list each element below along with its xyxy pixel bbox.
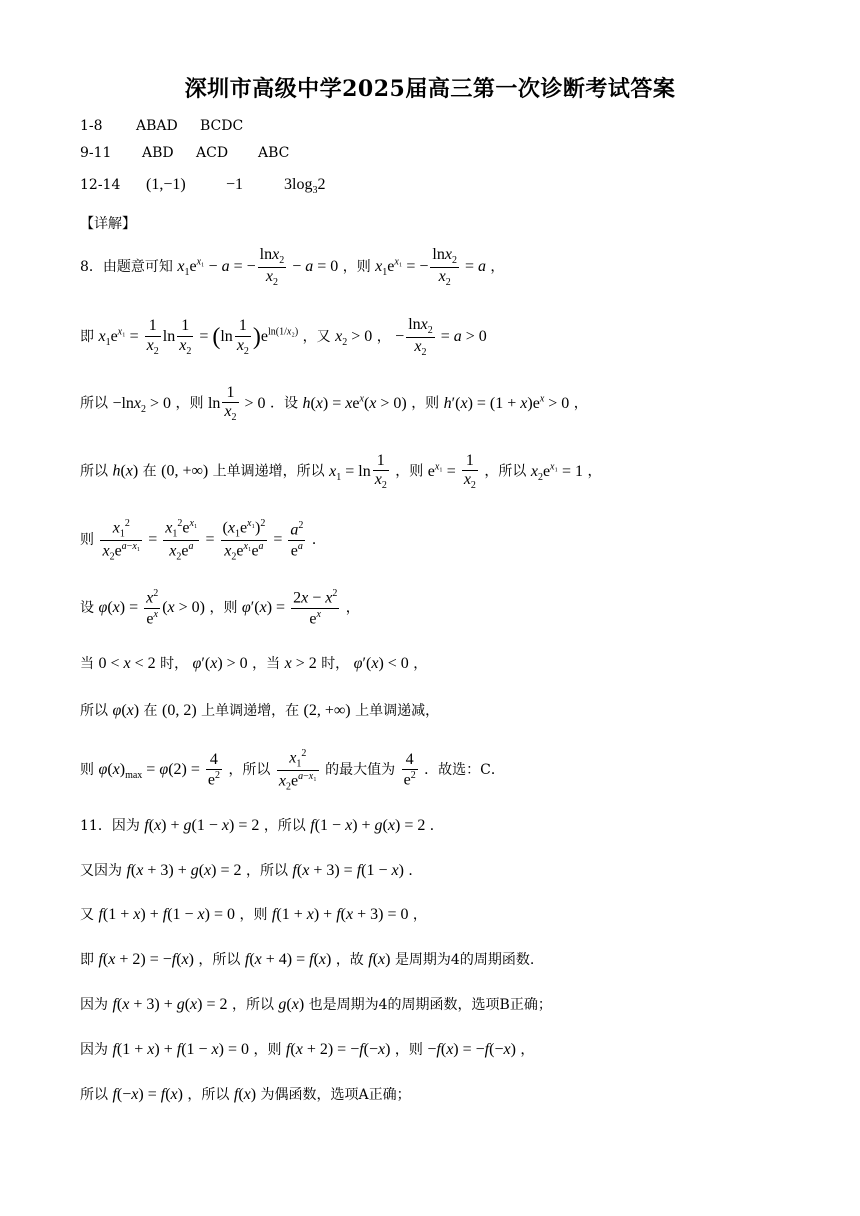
p11-line-6: 因为 f(1 + x) + f(1 − x) = 0 ，则 f(x + 2) = −f(−x) ，则 −f(x) = −f(−x) ， — [80, 1041, 535, 1058]
p8-line-9: 则 $\varphi(x)_{max} = \varphi(2)$ = $\frac{4}{e^2}$ ，所以 $\frac{x_1^2}{x_2e^{a-x_1}}$ 的最大值为 $\frac{4}{e^2}$ ．故选：C． — [80, 748, 505, 793]
answer-row-1-8 — [80, 118, 243, 134]
answer-item: (1,−1) — [146, 176, 186, 193]
p11-line-3: 又 f(1 + x) + f(1 − x) = 0 ，则 f(1 + x) + f(x + 3) = 0 ， — [80, 906, 427, 923]
p8-line-4: 所以 h(x) 在 (0, +∞) 上单调递增，所以 $x_1 = \ln$ $\frac{1}{x_2}$ ，则 $e^{x_1}$ = $\frac{1}{x_2}$ ，所以 $x_2e^{x_1} = 1$ ， — [80, 452, 602, 492]
answer-range: 1-8 — [80, 118, 103, 134]
p8-line-3: 所以 −lnx$_2$ > 0 ，则 ln $\frac{1}{x_2}$ > 0 ．设 $h(x) = xe^x(x > 0)$ ，则 $h'(x) = (1 + x)e^x > 0$ ， — [80, 384, 588, 424]
answer-item: ABC — [258, 145, 290, 161]
answer-row-12-14 — [80, 176, 325, 196]
p8-line-5: 则 $\frac{x_1^2}{x_2e^{a-x_1}}$ = $\frac{x_1^2e^{x_1}}{x_2e^a}$ = $\frac{(x_1e^{x_1})^2}{x_2e^{x_1}e^a}$ = $\frac{a^2}{e^a}$ ． — [80, 518, 326, 563]
answer-item: ABD — [142, 145, 174, 161]
answer-range: 9-11 — [80, 145, 112, 161]
answer-row-9-11 — [80, 145, 289, 161]
page-title: 深圳市高级中学2025届高三第一次诊断考试答案 — [184, 76, 676, 102]
p11-line-2: 又因为 f(x + 3) + g(x) = 2 ，所以 f(x + 3) = f(1 − x) ． — [80, 862, 423, 879]
p11-line-5: 因为 f(x + 3) + g(x) = 2 ，所以 g(x) 也是周期为4的周期函数，选项B正确； — [80, 996, 552, 1013]
p8-line-8: 所以 φ(x) 在 (0, 2) 上单调递增，在 (2, +∞) 上单调递减， — [80, 702, 440, 719]
answer-item: −1 — [226, 176, 244, 193]
p8-line-1: 8．由题意可知 $x_1e^{x_1} - a$ = − $\frac{\ln x_2}{x_2}$ − a = 0 ，则 $x_1e^{x_1}$ = − $\frac{\ln x_2}{x_2}$ = a ， — [80, 246, 505, 288]
p11-line-1: 11．因为 f(x) + g(1 − x) = 2 ，所以 f(1 − x) + g(x) = 2 ． — [80, 817, 444, 834]
p8-line-6: 设 φ(x) = $\frac{x^2}{e^x}$ (x > 0) ，则 φ′(x) = $\frac{2x - x^2}{e^x}$ ， — [80, 588, 360, 628]
answer-item: ACD — [196, 145, 229, 161]
p11-line-7: 所以 f(−x) = f(x) ，所以 f(x) 为偶函数，选项A正确； — [80, 1086, 411, 1103]
answer-item: $3\log_32$ — [284, 176, 326, 197]
answer-item: BCDC — [200, 118, 244, 134]
p11-line-4: 即 f(x + 2) = −f(x) ，所以 f(x + 4) = f(x) ，故 f(x) 是周期为4的周期函数. — [80, 951, 535, 968]
p8-line-7: 当 0 < x < 2 时， φ′(x) > 0 ，当 x > 2 时， φ′(x) < 0 ， — [80, 655, 428, 672]
detail-header: 【详解】 — [80, 216, 136, 232]
answer-item: ABAD — [136, 118, 178, 134]
answer-range: 12-14 — [80, 177, 121, 193]
p8-line-2: 即 $x_1e^{x_1}$ = $\frac{1}{x_2}$ ln $\frac{1}{x_2}$ = (ln $\frac{1}{x_2}$ )$e^{ln(1/x_2)}$ ，又 $x_2 > 0$ ， − $\frac{\ln x_2}{x_2}$ = a > 0 — [80, 316, 487, 358]
